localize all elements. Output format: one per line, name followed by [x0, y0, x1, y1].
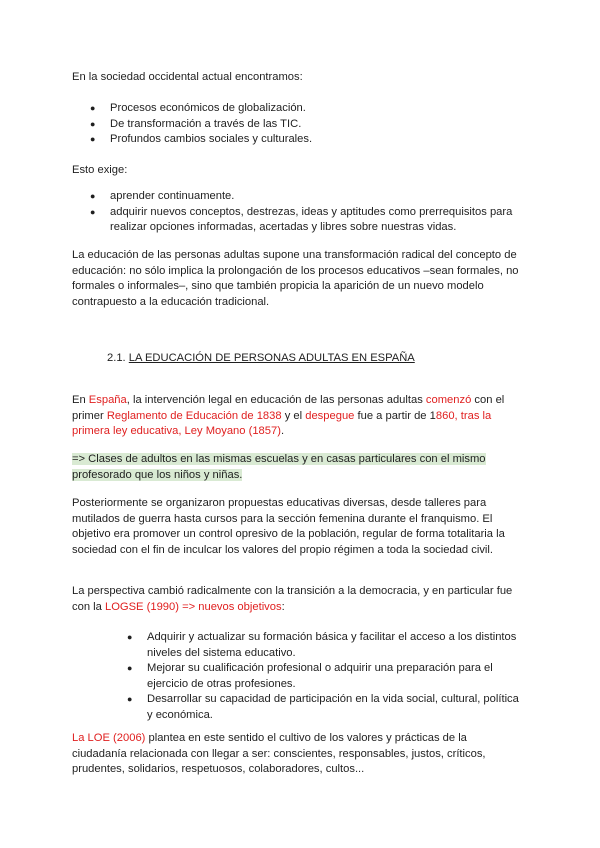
note-highlight: => Clases de adultos en las mismas escuelas y en casas particulares con el mismo profesorado que los niños y niñas.	[72, 453, 486, 481]
history-paragraph: En España, la intervención legal en educación de las personas adultas comenzó con el primer Reglamento de Educación de 1838 y el despegue fue a partir de 1860, tras la primera ley educativa, Ley Moyano (1857).	[72, 394, 505, 438]
intro-text: En la sociedad occidental actual encontramos:	[72, 71, 303, 83]
list-item: ● Desarrollar su capacidad de participación en la vida social, cultural, política y económica.	[127, 692, 527, 723]
requires-label: Esto exige:	[72, 164, 128, 176]
list-item: ● Adquirir y actualizar su formación básica y facilitar el acceso a los distintos niveles del sistema educativo.	[127, 630, 527, 661]
list-item: ● aprender continuamente.	[90, 189, 515, 205]
list-item: ● Mejorar su cualificación profesional o adquirir una preparación para el ejercicio de otras profesiones.	[127, 661, 527, 692]
loe-paragraph: La LOE (2006) plantea en este sentido el cultivo de los valores y prácticas de la ciudadanía relacionada con llegar a ser: conscientes, responsables, justos, críticos, prudentes, solidarios, respetuosos, colaboradores, cultos...	[72, 732, 486, 776]
objectives-list	[127, 630, 527, 724]
logse-highlight: LOGSE (1990) => nuevos objetivos	[104, 600, 282, 613]
first-law-highlight: 860, tras la primera ley educativa, Ley Moyano (1857)	[72, 409, 492, 438]
highlighted-note	[72, 452, 522, 483]
section-number: 2.1.	[107, 352, 126, 364]
spain-highlight: España	[88, 394, 127, 406]
section-heading	[107, 351, 415, 367]
later-paragraph: Posteriormente se organizaron propuestas educativas diversas, desde talleres para mutilados de guerra hasta cursos para la sección femenina durante el franquismo. El objetivo era promover un control opresivo de la población, regular de forma totalitaria la sociedad con el fin de inculcar los valores del propio régimen a toda la sociedad civil.	[72, 497, 505, 556]
requirements-list	[90, 189, 515, 236]
began-highlight: comenzó	[425, 394, 472, 406]
loe-highlight: La LOE (2006)	[72, 732, 146, 744]
list-item: ● adquirir nuevos conceptos, destrezas, ideas y aptitudes como prerrequisitos para realizar opciones informadas, acertadas y libres sobre nuestras vidas.	[90, 205, 515, 236]
list-item: ● De transformación a través de las TIC.	[90, 117, 510, 133]
list-item: ● Profundos cambios sociales y culturales.	[90, 132, 510, 148]
democracy-paragraph: La perspectiva cambió radicalmente con la transición a la democracia, y en particular fue con la LOGSE (1990) => nuevos objetivos:	[72, 585, 513, 613]
processes-list	[90, 101, 510, 148]
takeoff-highlight: despegue	[305, 409, 355, 422]
regulation-highlight: Reglamento de Educación de 1838	[106, 409, 282, 422]
section-title: LA EDUCACIÓN DE PERSONAS ADULTAS EN ESPAÑA	[128, 352, 415, 364]
list-item: ● Procesos económicos de globalización.	[90, 101, 510, 117]
adult-education-paragraph: La educación de las personas adultas supone una transformación radical del concepto de educación: no sólo implica la prolongación de los procesos educativos –sean formales, no formales o informales–, sino que también propicia la aparición de un nuevo modelo contrapuesto a la educación tradicional.	[72, 249, 519, 308]
